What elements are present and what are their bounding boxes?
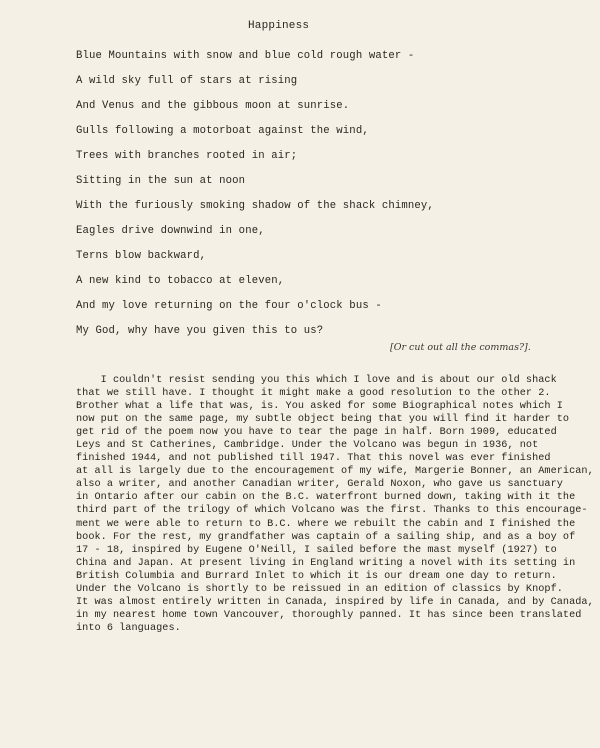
- prose-line: finished 1944, and not published till 1947. That this novel was ever finished: [76, 453, 551, 465]
- prose-line: I couldn't resist sending you this which I love and is about our old shack: [76, 375, 557, 386]
- prose-line: in my nearest home town Vancouver, thoroughly panned. It has since been translated: [76, 609, 582, 621]
- poem-line: Eagles drive downwind in one,: [76, 225, 265, 237]
- poem-line: Trees with branches rooted in air;: [76, 150, 298, 162]
- prose-line: It was almost entirely written in Canada, inspired by life in Canada, and by Canada,: [76, 596, 594, 608]
- poem-line: Gulls following a motorboat against the wind,: [76, 125, 369, 137]
- prose-line: that we still have. I thought it might make a good resolution to the other 2.: [76, 388, 551, 400]
- prose-line: Leys and St Catherines, Cambridge. Under the Volcano was begun in 1936, not: [76, 440, 539, 452]
- prose-line: get rid of the poem now you have to tear the page in half. Born 1909, educated: [76, 427, 557, 439]
- poem-line: Sitting in the sun at noon: [76, 175, 246, 187]
- prose-line: in Ontario after our cabin on the B.C. waterfront burned down, taking with it the: [76, 492, 576, 504]
- poem-line: Blue Mountains with snow and blue cold rough water -: [76, 50, 415, 62]
- prose-line: at all is largely due to the encouragement of my wife, Margerie Bonner, an American,: [76, 466, 594, 478]
- poem-line: My God, why have you given this to us?: [76, 325, 324, 337]
- poem-line: A new kind to tobacco at eleven,: [76, 275, 285, 287]
- prose-line: China and Japan. At present living in England writing a novel with its setting in: [76, 557, 576, 569]
- poem-line: Terns blow backward,: [76, 250, 207, 262]
- prose-line: book. For the rest, my grandfather was captain of a sailing ship, and as a boy of: [76, 531, 576, 543]
- poem-title: Happiness: [248, 20, 310, 32]
- poem-line: And my love returning on the four o'clock bus -: [76, 300, 382, 312]
- handwritten-note: [Or cut out all the commas?].: [390, 342, 531, 353]
- poem-line: And Venus and the gibbous moon at sunrise.: [76, 100, 350, 112]
- prose-line: ment we were able to return to B.C. where we rebuilt the cabin and I finished the: [76, 518, 576, 530]
- prose-line: into 6 languages.: [76, 622, 181, 634]
- prose-line: Brother what a life that was, is. You asked for some Biographical notes which I: [76, 401, 563, 413]
- poem-line: With the furiously smoking shadow of the shack chimney,: [76, 200, 434, 212]
- prose-line: Under the Volcano is shortly to be reissued in an edition of classics by Knopf.: [76, 583, 563, 595]
- prose-line: third part of the trilogy of which Volcano was the first. Thanks to this encourage-: [76, 505, 588, 517]
- biographical-notes: [76, 374, 596, 635]
- prose-line: 17 - 18, inspired by Eugene O'Neill, I sailed before the mast myself (1927) to: [76, 544, 557, 556]
- prose-line: British Columbia and Burrard Inlet to which it is our dream one day to return.: [76, 570, 557, 582]
- poem-line: A wild sky full of stars at rising: [76, 75, 298, 87]
- prose-line: now put on the same page, my subtle object being that you will find it harder to: [76, 414, 570, 426]
- prose-line: also a writer, and another Canadian writer, Gerald Noxon, who gave us sanctuary: [76, 479, 563, 491]
